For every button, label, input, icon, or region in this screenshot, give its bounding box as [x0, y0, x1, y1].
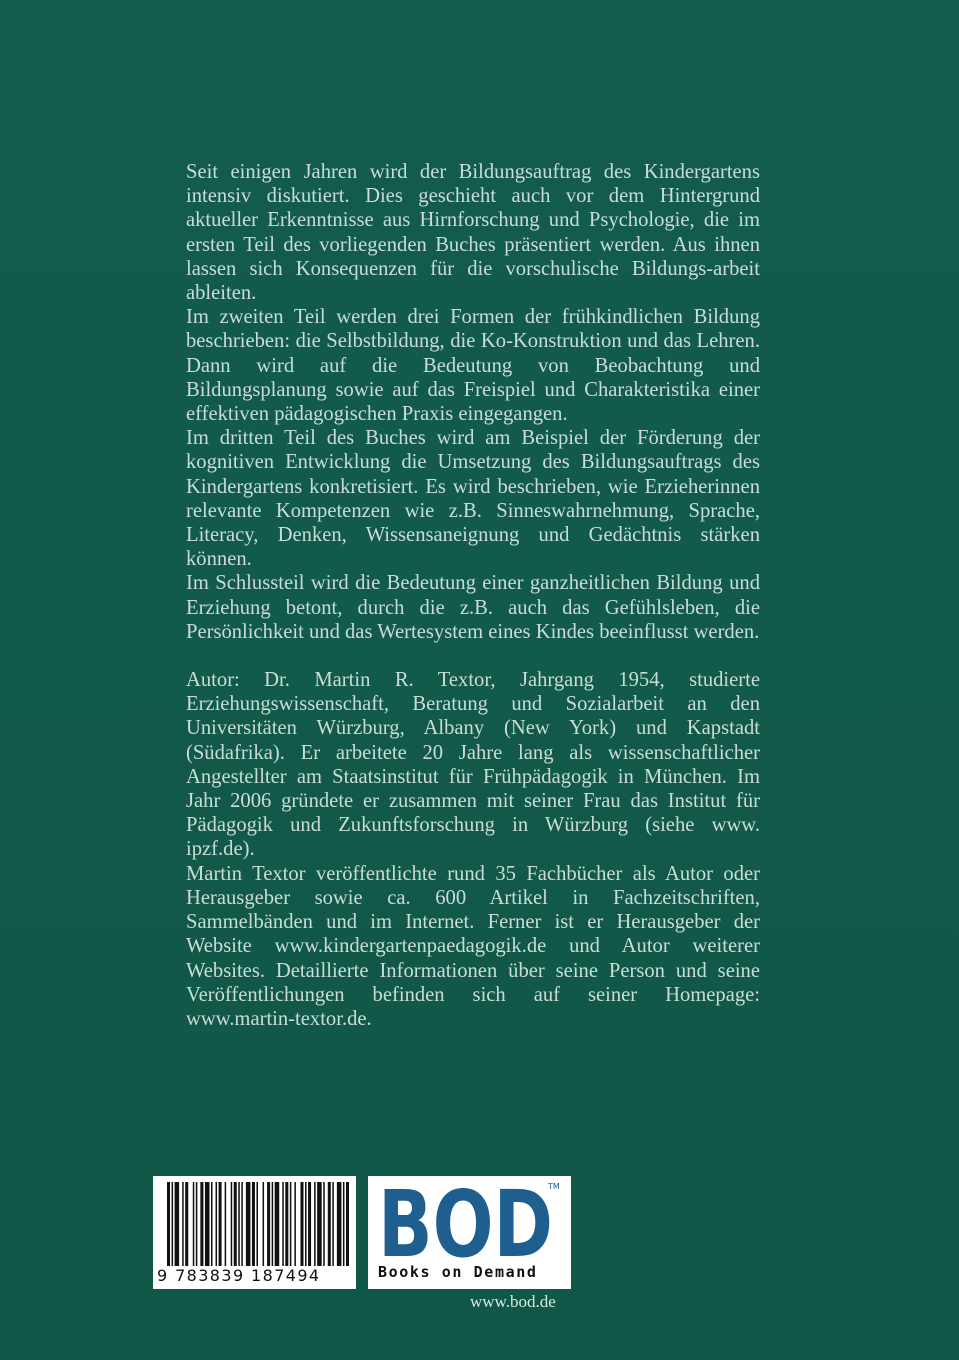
- barcode-bar: [314, 1182, 316, 1266]
- isbn-barcode: [153, 1176, 356, 1289]
- barcode-bar: [275, 1182, 280, 1266]
- barcode-bar: [205, 1182, 210, 1266]
- barcode-bar: [282, 1182, 284, 1266]
- blurb-paragraph-3: Im dritten Teil des Buches wird am Beispiel der Förderung der kognitiven Entwicklung die Umsetzung des Bildungsauftrags des Kindergartens konkretisiert. Es wird beschrieben, wie Erzieherinnen relevante Kompetenzen wie z.B. Sinneswahrnehmung, Sprache, Literacy, Denken, Wissensaneignung und Gedächtnis stärken können.: [186, 427, 760, 571]
- publisher-url: www.bod.de: [470, 1292, 556, 1311]
- barcode-bar: [234, 1182, 237, 1266]
- barcode-bar: [328, 1182, 331, 1266]
- blurb-paragraph-1: Seit einigen Jahren wird der Bildungsauftrag des Kindergartens intensiv diskutiert. Dies geschieht auch vor dem Hintergrund aktueller Erkenntnisse aus Hirnforschung und Psychologie, die im ersten Teil des vorliegenden Buches präsentiert werden. Aus ihnen lassen sich Konsequenzen für die vorschulische Bildungs-arbeit ableiten.: [186, 161, 760, 305]
- bod-logo-mark: [378, 1184, 553, 1262]
- barcode-bar: [185, 1182, 188, 1266]
- barcode-bar: [337, 1182, 342, 1266]
- barcode-bar: [346, 1182, 349, 1266]
- barcode-bar: [167, 1182, 170, 1266]
- barcode-bar: [238, 1182, 240, 1266]
- barcode-bar: [211, 1182, 213, 1266]
- bod-logo-letters: BOD: [378, 1184, 553, 1262]
- barcode-bar: [231, 1182, 233, 1266]
- barcode-bar: [219, 1182, 222, 1266]
- barcode-bar: [290, 1182, 292, 1266]
- barcode-bar: [182, 1182, 184, 1266]
- trademark-mark: TM: [548, 1182, 560, 1191]
- barcode-bar: [256, 1182, 258, 1266]
- barcode-bar: [246, 1182, 251, 1266]
- barcode-bar: [196, 1182, 198, 1266]
- barcode-bar: [252, 1182, 255, 1266]
- isbn-number: 9 783839 187494: [157, 1266, 321, 1285]
- books-on-demand-caption: Books on Demand: [378, 1263, 538, 1281]
- barcode-bar: [272, 1182, 274, 1266]
- barcode-bar: [175, 1182, 180, 1266]
- publisher-logo: [368, 1176, 571, 1289]
- barcode-bar: [308, 1182, 311, 1266]
- barcode-bar: [285, 1182, 288, 1266]
- barcode-bar: [332, 1182, 334, 1266]
- blurb-text: [186, 160, 760, 1031]
- barcode-bar: [267, 1182, 270, 1266]
- barcode-bars: [167, 1182, 349, 1266]
- barcode-bar: [193, 1182, 195, 1266]
- barcode-bar: [241, 1182, 243, 1266]
- paragraph-spacer: [186, 644, 760, 668]
- barcode-bar: [172, 1182, 174, 1266]
- barcode-bar: [216, 1182, 218, 1266]
- barcode-bar: [225, 1182, 227, 1266]
- barcode-bar: [200, 1182, 203, 1266]
- author-bio-paragraph-2: Martin Textor veröffentlichte rund 35 Fachbücher als Autor oder Herausgeber sowie ca. 600 Artikel in Fachzeitschriften, Sammelbänden und im Internet. Ferner ist er Herausgeber der Website www.kindergartenpaedagogik.de und Autor weiterer Websites. Detaillierte Informationen über seine Person und seine Veröffentlichungen befinden sich auf seiner Homepage: www.martin-textor.de.: [186, 862, 760, 1030]
- barcode-bar: [300, 1182, 303, 1266]
- blurb-paragraph-4: Im Schlussteil wird die Bedeutung einer ganzheitlichen Bildung und Erziehung betont, durch die z.B. auch das Gefühlsleben, die Persönlichkeit und das Wertesystem eines Kindes beeinflusst werden.: [186, 572, 760, 643]
- blurb-paragraph-2: Im zweiten Teil werden drei Formen der frühkindlichen Bildung beschrieben: die Selbstbildung, die Ko-Konstruktion und das Lehren. Dann wird auf die Bedeutung von Beobachtung und Bildungsplanung sowie auf das Freispiel und Charakteristika einer effektiven pädagogischen Praxis eingegangen.: [186, 306, 760, 426]
- author-bio-paragraph-1: Autor: Dr. Martin R. Textor, Jahrgang 1954, studierte Erziehungswissenschaft, Beratung und Sozialarbeit an den Universitäten Würzburg, Albany (New York) und Kapstadt (Südafrika). Er arbeitete 20 Jahre lang als wissenschaftlicher Angestellter am Staatsinstitut für Frühpädagogik in München. Im Jahr 2006 gründete er zusammen mit seiner Frau das Institut für Pädagogik und Zukunftsforschung in Würzburg (siehe www. ipzf.de).: [186, 669, 760, 861]
- barcode-bar: [263, 1182, 265, 1266]
- barcode-bar: [305, 1182, 307, 1266]
- barcode-bar: [343, 1182, 345, 1266]
- barcode-bar: [323, 1182, 325, 1266]
- barcode-bar: [317, 1182, 322, 1266]
- barcode-bar: [294, 1182, 296, 1266]
